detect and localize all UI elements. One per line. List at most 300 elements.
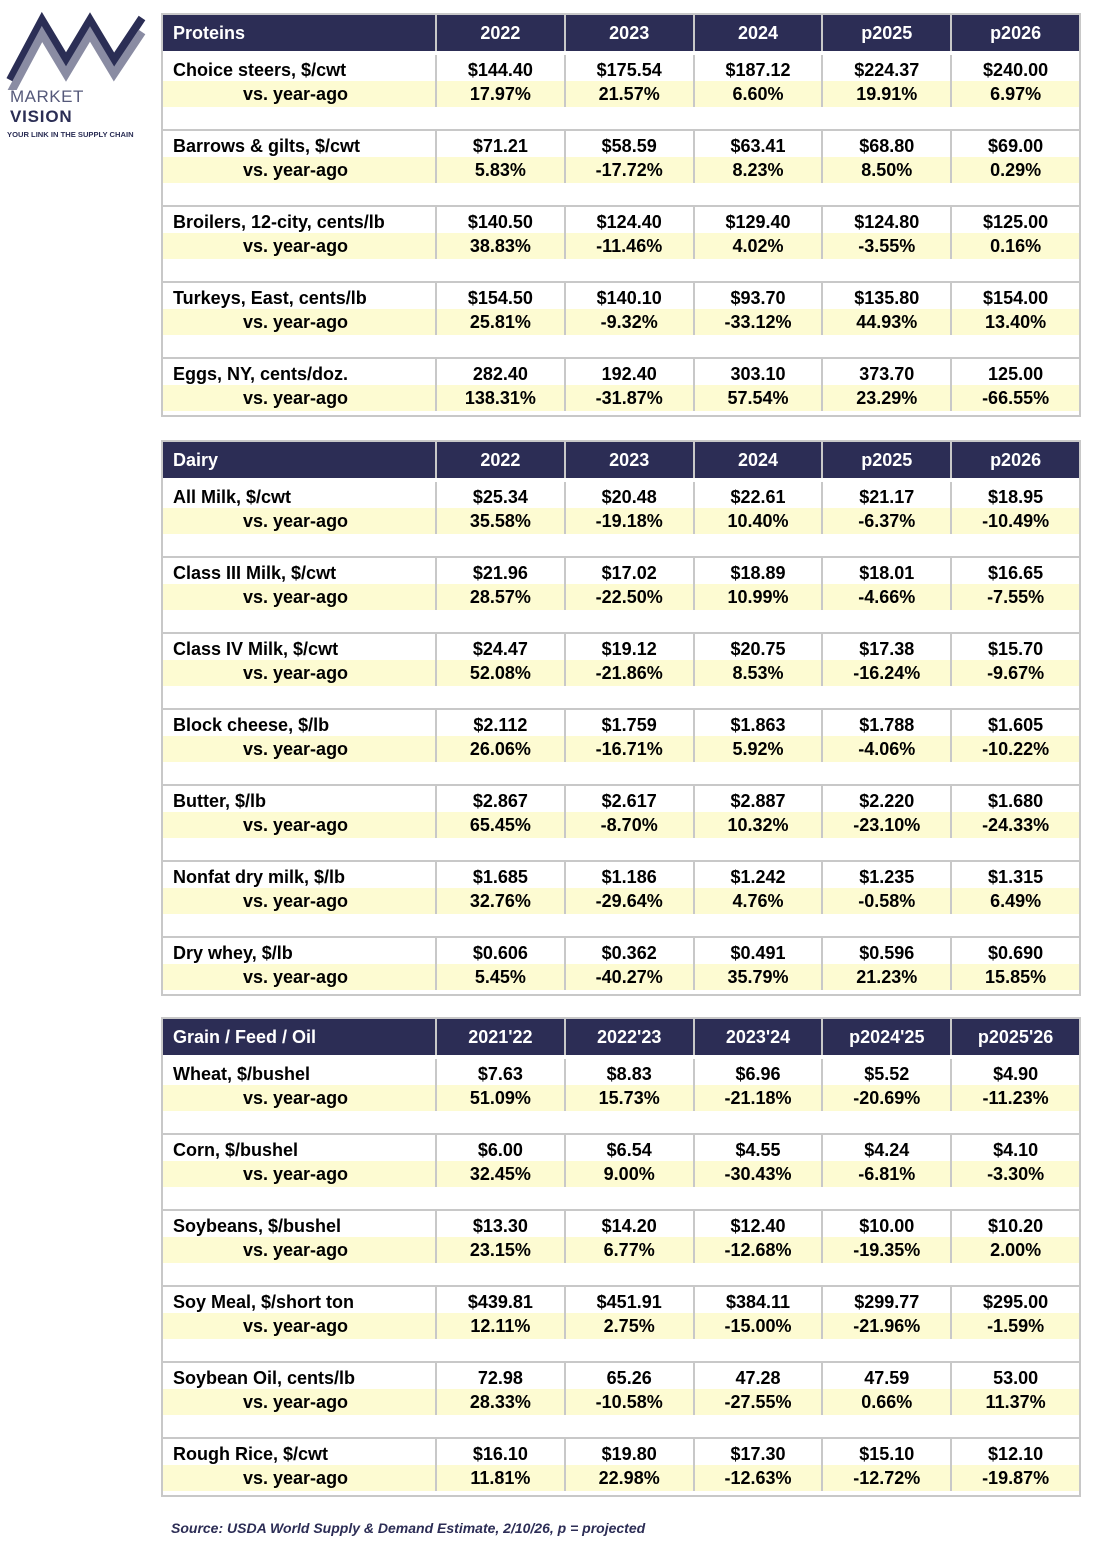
row-label: Nonfat dry milk, $/lb [162, 861, 436, 888]
change-cell: 17.97% [436, 81, 565, 107]
change-cell: -4.66% [822, 584, 951, 610]
change-cell: -40.27% [565, 964, 694, 990]
change-cell: -6.37% [822, 508, 951, 534]
change-label: vs. year-ago [162, 1313, 436, 1339]
category-header: Proteins [162, 14, 436, 51]
table-row-value [162, 1362, 1080, 1389]
year-header: p2024'25 [822, 1018, 951, 1055]
change-cell: 4.02% [694, 233, 823, 259]
change-label: vs. year-ago [162, 233, 436, 259]
value-cell: $8.83 [565, 1059, 694, 1085]
value-cell: $21.96 [436, 557, 565, 584]
change-cell: 15.85% [951, 964, 1080, 990]
change-cell: 8.50% [822, 157, 951, 183]
value-cell: $58.59 [565, 130, 694, 157]
change-cell: 19.91% [822, 81, 951, 107]
value-cell: $10.20 [951, 1210, 1080, 1237]
change-cell: 32.45% [436, 1161, 565, 1187]
row-spacer [162, 1415, 1080, 1438]
row-spacer [162, 335, 1080, 358]
table-row-value [162, 206, 1080, 233]
change-cell: 28.57% [436, 584, 565, 610]
table-row-value [162, 709, 1080, 736]
row-label: Wheat, $/bushel [162, 1059, 436, 1085]
value-cell: $2.112 [436, 709, 565, 736]
row-label: Butter, $/lb [162, 785, 436, 812]
year-header: 2023'24 [694, 1018, 823, 1055]
table-row-change [162, 888, 1080, 914]
change-cell: 13.40% [951, 309, 1080, 335]
row-label: Class IV Milk, $/cwt [162, 633, 436, 660]
row-spacer [162, 1111, 1080, 1134]
value-cell: $17.30 [694, 1438, 823, 1465]
value-cell: $1.788 [822, 709, 951, 736]
change-cell: -30.43% [694, 1161, 823, 1187]
value-cell: $17.38 [822, 633, 951, 660]
change-cell: 11.37% [951, 1389, 1080, 1415]
mountain-logo-icon [6, 10, 152, 90]
change-cell: 0.29% [951, 157, 1080, 183]
change-cell: 23.15% [436, 1237, 565, 1263]
change-cell: 5.92% [694, 736, 823, 762]
value-cell: $13.30 [436, 1210, 565, 1237]
table-row-change [162, 736, 1080, 762]
value-cell: $1.235 [822, 861, 951, 888]
value-cell: 47.28 [694, 1362, 823, 1389]
year-header: 2022'23 [565, 1018, 694, 1055]
value-cell: $2.617 [565, 785, 694, 812]
year-header: 2023 [565, 14, 694, 51]
change-cell: -3.55% [822, 233, 951, 259]
row-spacer [162, 1187, 1080, 1210]
table-row-value [162, 861, 1080, 888]
row-label: Soy Meal, $/short ton [162, 1286, 436, 1313]
table-row-change [162, 812, 1080, 838]
change-cell: -19.18% [565, 508, 694, 534]
value-cell: $439.81 [436, 1286, 565, 1313]
logo-tagline: YOUR LINK IN THE SUPPLY CHAIN [7, 130, 134, 139]
value-cell: 65.26 [565, 1362, 694, 1389]
year-header: p2026 [951, 14, 1080, 51]
row-label: Class III Milk, $/cwt [162, 557, 436, 584]
value-cell: $12.10 [951, 1438, 1080, 1465]
year-header: 2021'22 [436, 1018, 565, 1055]
value-cell: $71.21 [436, 130, 565, 157]
change-cell: 2.00% [951, 1237, 1080, 1263]
table-row-value [162, 1134, 1080, 1161]
row-spacer [162, 183, 1080, 206]
row-label: Turkeys, East, cents/lb [162, 282, 436, 309]
value-cell: $18.95 [951, 482, 1080, 508]
table-row-change [162, 584, 1080, 610]
value-cell: $16.10 [436, 1438, 565, 1465]
value-cell: $19.12 [565, 633, 694, 660]
value-cell: $1.759 [565, 709, 694, 736]
value-cell: $1.242 [694, 861, 823, 888]
value-cell: $20.75 [694, 633, 823, 660]
change-cell: -11.46% [565, 233, 694, 259]
source-note: Source: USDA World Supply & Demand Estimate, 2/10/26, p = projected [171, 1520, 646, 1536]
value-cell: $299.77 [822, 1286, 951, 1313]
value-cell: $1.680 [951, 785, 1080, 812]
change-cell: -21.96% [822, 1313, 951, 1339]
value-cell: $0.491 [694, 937, 823, 964]
value-cell: 373.70 [822, 358, 951, 385]
change-cell: 15.73% [565, 1085, 694, 1111]
change-cell: -19.87% [951, 1465, 1080, 1491]
value-cell: $69.00 [951, 130, 1080, 157]
table-header-row [162, 14, 1080, 51]
value-cell: $15.10 [822, 1438, 951, 1465]
year-header: p2025'26 [951, 1018, 1080, 1055]
value-cell: $0.362 [565, 937, 694, 964]
market-vision-logo [6, 10, 152, 139]
change-label: vs. year-ago [162, 888, 436, 914]
row-label: Soybean Oil, cents/lb [162, 1362, 436, 1389]
change-cell: -66.55% [951, 385, 1080, 411]
value-cell: $1.186 [565, 861, 694, 888]
row-label: Dry whey, $/lb [162, 937, 436, 964]
change-cell: 35.79% [694, 964, 823, 990]
change-cell: 8.23% [694, 157, 823, 183]
change-label: vs. year-ago [162, 1389, 436, 1415]
table-row-change [162, 81, 1080, 107]
change-cell: 23.29% [822, 385, 951, 411]
value-cell: $18.01 [822, 557, 951, 584]
value-cell: $2.887 [694, 785, 823, 812]
row-spacer [162, 914, 1080, 937]
value-cell: $93.70 [694, 282, 823, 309]
value-cell: $384.11 [694, 1286, 823, 1313]
change-cell: 26.06% [436, 736, 565, 762]
year-header: 2024 [694, 441, 823, 478]
change-cell: 65.45% [436, 812, 565, 838]
change-cell: -12.72% [822, 1465, 951, 1491]
value-cell: 125.00 [951, 358, 1080, 385]
change-cell: -23.10% [822, 812, 951, 838]
year-header: 2022 [436, 14, 565, 51]
value-cell: $18.89 [694, 557, 823, 584]
value-cell: $0.606 [436, 937, 565, 964]
table-row-change [162, 1465, 1080, 1491]
change-cell: -24.33% [951, 812, 1080, 838]
change-cell: -33.12% [694, 309, 823, 335]
row-label: All Milk, $/cwt [162, 482, 436, 508]
year-header: 2024 [694, 14, 823, 51]
value-cell: $68.80 [822, 130, 951, 157]
value-cell: $140.10 [565, 282, 694, 309]
value-cell: $154.50 [436, 282, 565, 309]
change-cell: 0.66% [822, 1389, 951, 1415]
change-cell: 6.97% [951, 81, 1080, 107]
change-cell: -12.63% [694, 1465, 823, 1491]
logo-text-vision: VISION [10, 107, 73, 126]
change-cell: -17.72% [565, 157, 694, 183]
value-cell: $4.24 [822, 1134, 951, 1161]
change-label: vs. year-ago [162, 736, 436, 762]
value-cell: 72.98 [436, 1362, 565, 1389]
table-row-value [162, 937, 1080, 964]
change-label: vs. year-ago [162, 964, 436, 990]
year-header: 2022 [436, 441, 565, 478]
value-cell: $2.220 [822, 785, 951, 812]
value-cell: $14.20 [565, 1210, 694, 1237]
row-spacer [162, 107, 1080, 130]
table-row-value [162, 1286, 1080, 1313]
value-cell: $1.605 [951, 709, 1080, 736]
change-label: vs. year-ago [162, 812, 436, 838]
value-cell: $4.10 [951, 1134, 1080, 1161]
change-label: vs. year-ago [162, 157, 436, 183]
table-row-change [162, 508, 1080, 534]
table-header-row [162, 441, 1080, 478]
value-cell: $4.90 [951, 1059, 1080, 1085]
row-label: Choice steers, $/cwt [162, 55, 436, 81]
row-spacer [162, 610, 1080, 633]
table-row-value [162, 130, 1080, 157]
change-cell: 44.93% [822, 309, 951, 335]
value-cell: $295.00 [951, 1286, 1080, 1313]
change-cell: 35.58% [436, 508, 565, 534]
value-cell: $240.00 [951, 55, 1080, 81]
value-cell: $1.863 [694, 709, 823, 736]
value-cell: $6.00 [436, 1134, 565, 1161]
change-cell: -6.81% [822, 1161, 951, 1187]
change-cell: -21.86% [565, 660, 694, 686]
table-row-change [162, 157, 1080, 183]
year-header: 2023 [565, 441, 694, 478]
change-cell: -3.30% [951, 1161, 1080, 1187]
row-label: Soybeans, $/bushel [162, 1210, 436, 1237]
change-cell: -1.59% [951, 1313, 1080, 1339]
change-cell: 28.33% [436, 1389, 565, 1415]
table-row-change [162, 233, 1080, 259]
change-cell: -7.55% [951, 584, 1080, 610]
row-label: Barrows & gilts, $/cwt [162, 130, 436, 157]
table-grain-feed-oil [161, 1017, 1081, 1497]
change-cell: 8.53% [694, 660, 823, 686]
value-cell: $187.12 [694, 55, 823, 81]
row-label: Rough Rice, $/cwt [162, 1438, 436, 1465]
change-label: vs. year-ago [162, 385, 436, 411]
change-cell: -19.35% [822, 1237, 951, 1263]
row-label: Eggs, NY, cents/doz. [162, 358, 436, 385]
change-cell: -8.70% [565, 812, 694, 838]
change-cell: 11.81% [436, 1465, 565, 1491]
change-label: vs. year-ago [162, 309, 436, 335]
value-cell: $19.80 [565, 1438, 694, 1465]
change-cell: 6.77% [565, 1237, 694, 1263]
row-spacer [162, 1339, 1080, 1362]
value-cell: $124.80 [822, 206, 951, 233]
table-row-value [162, 785, 1080, 812]
row-label: Corn, $/bushel [162, 1134, 436, 1161]
row-spacer [162, 686, 1080, 709]
row-spacer [162, 990, 1080, 995]
change-cell: -21.18% [694, 1085, 823, 1111]
value-cell: $63.41 [694, 130, 823, 157]
change-cell: -16.24% [822, 660, 951, 686]
change-cell: -16.71% [565, 736, 694, 762]
row-spacer [162, 411, 1080, 416]
row-label: Broilers, 12-city, cents/lb [162, 206, 436, 233]
table-row-value [162, 1210, 1080, 1237]
table-row-value [162, 1438, 1080, 1465]
value-cell: $7.63 [436, 1059, 565, 1085]
value-cell: $2.867 [436, 785, 565, 812]
value-cell: $135.80 [822, 282, 951, 309]
change-cell: 38.83% [436, 233, 565, 259]
table-row-value [162, 282, 1080, 309]
change-cell: 51.09% [436, 1085, 565, 1111]
table-header-row [162, 1018, 1080, 1055]
value-cell: $125.00 [951, 206, 1080, 233]
row-label: Block cheese, $/lb [162, 709, 436, 736]
change-cell: -11.23% [951, 1085, 1080, 1111]
table-row-change [162, 1161, 1080, 1187]
row-spacer [162, 1263, 1080, 1286]
change-label: vs. year-ago [162, 1161, 436, 1187]
value-cell: 303.10 [694, 358, 823, 385]
change-cell: -29.64% [565, 888, 694, 914]
change-cell: -31.87% [565, 385, 694, 411]
change-cell: -10.58% [565, 1389, 694, 1415]
row-spacer [162, 534, 1080, 557]
change-cell: 10.40% [694, 508, 823, 534]
year-header: p2025 [822, 441, 951, 478]
value-cell: $154.00 [951, 282, 1080, 309]
value-cell: $24.47 [436, 633, 565, 660]
row-spacer [162, 259, 1080, 282]
change-cell: 22.98% [565, 1465, 694, 1491]
logo-text-market: MARKET [10, 87, 84, 106]
value-cell: $22.61 [694, 482, 823, 508]
value-cell: $1.685 [436, 861, 565, 888]
change-label: vs. year-ago [162, 584, 436, 610]
change-cell: 32.76% [436, 888, 565, 914]
value-cell: $124.40 [565, 206, 694, 233]
change-cell: 0.16% [951, 233, 1080, 259]
value-cell: $6.96 [694, 1059, 823, 1085]
table-row-value [162, 482, 1080, 508]
value-cell: $25.34 [436, 482, 565, 508]
change-cell: 12.11% [436, 1313, 565, 1339]
table-row-change [162, 309, 1080, 335]
value-cell: $175.54 [565, 55, 694, 81]
category-header: Dairy [162, 441, 436, 478]
change-cell: -4.06% [822, 736, 951, 762]
change-label: vs. year-ago [162, 1085, 436, 1111]
change-cell: 21.57% [565, 81, 694, 107]
change-cell: 5.45% [436, 964, 565, 990]
table-row-value [162, 633, 1080, 660]
value-cell: $12.40 [694, 1210, 823, 1237]
value-cell: 192.40 [565, 358, 694, 385]
table-row-change [162, 1237, 1080, 1263]
year-header: p2025 [822, 14, 951, 51]
change-cell: -9.67% [951, 660, 1080, 686]
value-cell: $4.55 [694, 1134, 823, 1161]
value-cell: $17.02 [565, 557, 694, 584]
value-cell: $20.48 [565, 482, 694, 508]
change-cell: -10.49% [951, 508, 1080, 534]
table-row-value [162, 55, 1080, 81]
value-cell: $140.50 [436, 206, 565, 233]
change-cell: -15.00% [694, 1313, 823, 1339]
value-cell: $6.54 [565, 1134, 694, 1161]
table-row-change [162, 385, 1080, 411]
change-label: vs. year-ago [162, 508, 436, 534]
change-cell: 6.49% [951, 888, 1080, 914]
change-cell: 6.60% [694, 81, 823, 107]
value-cell: $15.70 [951, 633, 1080, 660]
change-cell: 52.08% [436, 660, 565, 686]
change-cell: -12.68% [694, 1237, 823, 1263]
change-label: vs. year-ago [162, 1237, 436, 1263]
category-header: Grain / Feed / Oil [162, 1018, 436, 1055]
change-cell: 138.31% [436, 385, 565, 411]
change-cell: -10.22% [951, 736, 1080, 762]
value-cell: 47.59 [822, 1362, 951, 1389]
table-row-value [162, 358, 1080, 385]
table-row-value [162, 557, 1080, 584]
change-cell: 10.99% [694, 584, 823, 610]
change-cell: -20.69% [822, 1085, 951, 1111]
row-spacer [162, 838, 1080, 861]
value-cell: $16.65 [951, 557, 1080, 584]
value-cell: $5.52 [822, 1059, 951, 1085]
value-cell: $10.00 [822, 1210, 951, 1237]
change-cell: 21.23% [822, 964, 951, 990]
value-cell: 282.40 [436, 358, 565, 385]
change-cell: 4.76% [694, 888, 823, 914]
table-row-change [162, 660, 1080, 686]
value-cell: $144.40 [436, 55, 565, 81]
change-cell: 25.81% [436, 309, 565, 335]
table-row-change [162, 964, 1080, 990]
change-label: vs. year-ago [162, 660, 436, 686]
change-cell: 2.75% [565, 1313, 694, 1339]
change-cell: 5.83% [436, 157, 565, 183]
change-cell: 9.00% [565, 1161, 694, 1187]
change-label: vs. year-ago [162, 81, 436, 107]
value-cell: $1.315 [951, 861, 1080, 888]
change-label: vs. year-ago [162, 1465, 436, 1491]
value-cell: $224.37 [822, 55, 951, 81]
row-spacer [162, 1491, 1080, 1496]
table-row-change [162, 1085, 1080, 1111]
value-cell: $129.40 [694, 206, 823, 233]
year-header: p2026 [951, 441, 1080, 478]
table-row-value [162, 1059, 1080, 1085]
value-cell: $0.690 [951, 937, 1080, 964]
row-spacer [162, 762, 1080, 785]
value-cell: $21.17 [822, 482, 951, 508]
table-row-change [162, 1313, 1080, 1339]
change-cell: 57.54% [694, 385, 823, 411]
value-cell: $451.91 [565, 1286, 694, 1313]
table-row-change [162, 1389, 1080, 1415]
change-cell: 10.32% [694, 812, 823, 838]
change-cell: -22.50% [565, 584, 694, 610]
value-cell: $0.596 [822, 937, 951, 964]
change-cell: -27.55% [694, 1389, 823, 1415]
change-cell: -0.58% [822, 888, 951, 914]
table-dairy [161, 440, 1081, 996]
change-cell: -9.32% [565, 309, 694, 335]
table-proteins [161, 13, 1081, 417]
value-cell: 53.00 [951, 1362, 1080, 1389]
